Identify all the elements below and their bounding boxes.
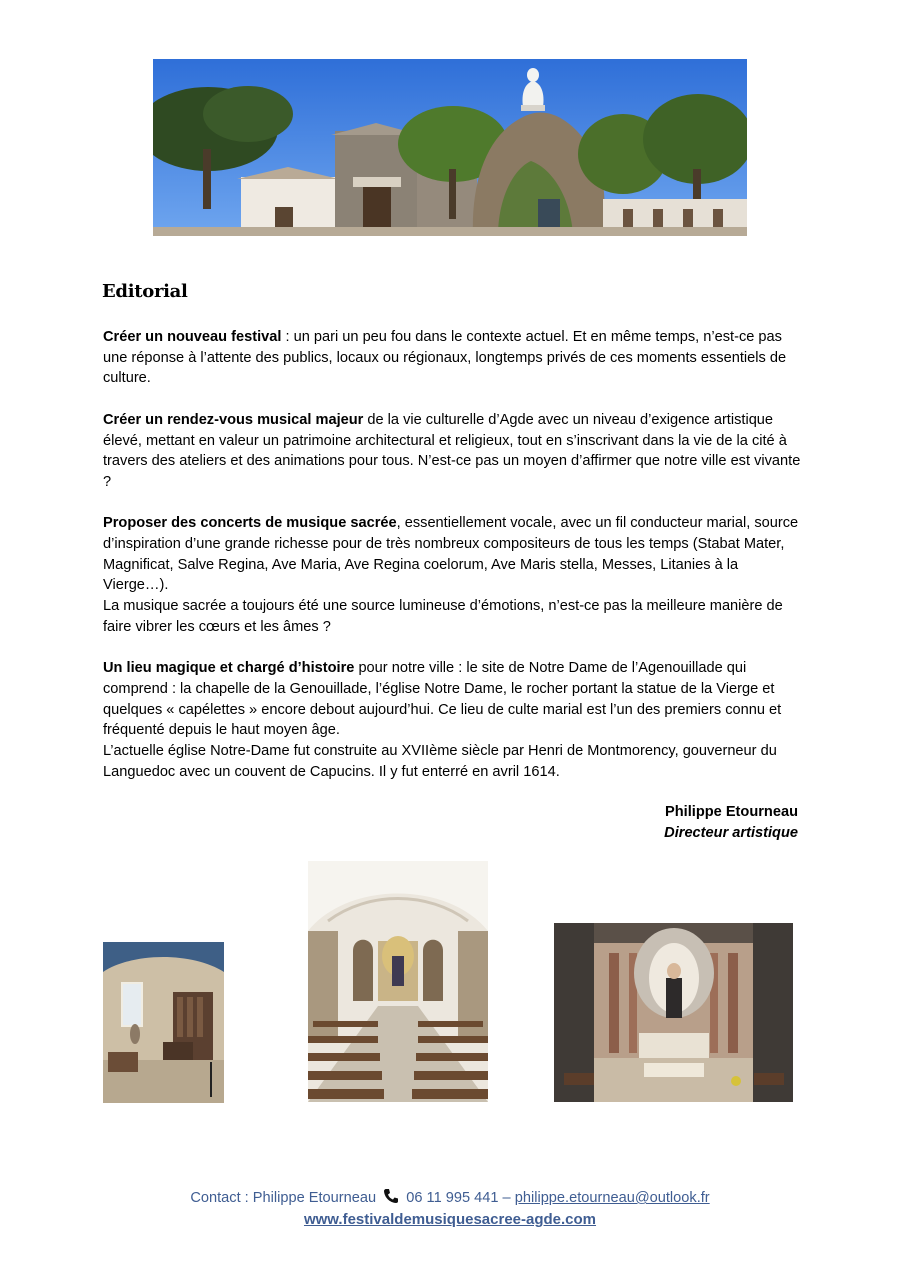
paragraph-lead: Un lieu magique et chargé d’histoire — [103, 660, 355, 677]
paragraph-lieu — [103, 658, 803, 782]
footer — [0, 1187, 900, 1231]
email-link[interactable]: philippe.etourneau@outlook.fr — [514, 1190, 710, 1206]
paragraph-text: La musique sacrée a toujours été une source lumineuse d’émotions, n’est-ce pas la meilleure manière de faire vibrer les cœurs et les âmes ? — [103, 598, 783, 635]
paragraph-text: L’actuelle église Notre-Dame fut construite au XVIIème siècle par Henri de Montmorency, gouverneur du Languedoc avec un couvent de Capucins. Il y fut enterré en avril 1614. — [103, 743, 777, 780]
editorial-title: Editorial — [102, 281, 188, 302]
phone-icon — [383, 1188, 399, 1204]
paragraph-lead: Créer un rendez-vous musical majeur — [103, 411, 364, 428]
paragraph-text: : un pari un peu fou dans le contexte actuel. Et en même temps, n’est-ce pas une réponse à l’attente des publics, locaux ou régionaux, longtemps privés de ces moments essentiels de culture. — [103, 329, 787, 387]
signature-role: Directeur artistique — [664, 824, 798, 841]
altar-photo — [554, 923, 793, 1102]
editorial-body — [103, 327, 803, 803]
contact-line — [0, 1187, 900, 1209]
signature — [664, 802, 798, 843]
paragraph-rendezvous — [103, 410, 803, 493]
paragraph-text: , essentiellement vocale, avec un fil conducteur marial, source d’inspiration d’une grande richesse pour de très nombreux compositeurs de tous les temps (Stabat Mater, Magnificat, Salve Regina, Ave Maria, Ave Regina coelorum, Ave Maris stella, Messes, Litanies à la Vierge…). — [103, 515, 799, 594]
organ-photo — [103, 942, 224, 1103]
contact-label: Contact : Philippe Etourneau — [190, 1190, 377, 1206]
paragraph-text: pour notre ville : le site de Notre Dame de l’Agenouillade qui comprend : la chapelle de la Genouillade, l’église Notre Dame, le rocher portant la statue de la Vierge et quelques « capélettes » encore debout aujourd’hui. Ce lieu de culte marial est l’un des premiers connu et fréquenté depuis le haut moyen âge. — [103, 660, 782, 739]
website-line — [0, 1209, 900, 1231]
paragraph-festival — [103, 327, 803, 389]
paragraph-text: de la vie culturelle d’Agde avec un niveau d’exigence artistique élevé, mettant en valeur un patrimoine architectural et religieux, tout en s’inscrivant dans la vie de la cité à travers des ateliers et des animations pour tous. N’est-ce pas un moyen d’affirmer que notre ville est vivante ? — [103, 411, 801, 490]
signature-name: Philippe Etourneau — [665, 804, 798, 820]
nave-photo — [308, 861, 488, 1102]
phone-number: 06 11 995 441 – — [406, 1190, 511, 1206]
paragraph-concerts — [103, 513, 803, 637]
website-link[interactable]: www.festivaldemusiquesacree-agde.com — [303, 1211, 597, 1228]
paragraph-lead: Proposer des concerts de musique sacrée — [103, 515, 397, 532]
paragraph-lead: Créer un nouveau festival — [103, 329, 282, 345]
hero-photo — [153, 59, 747, 236]
